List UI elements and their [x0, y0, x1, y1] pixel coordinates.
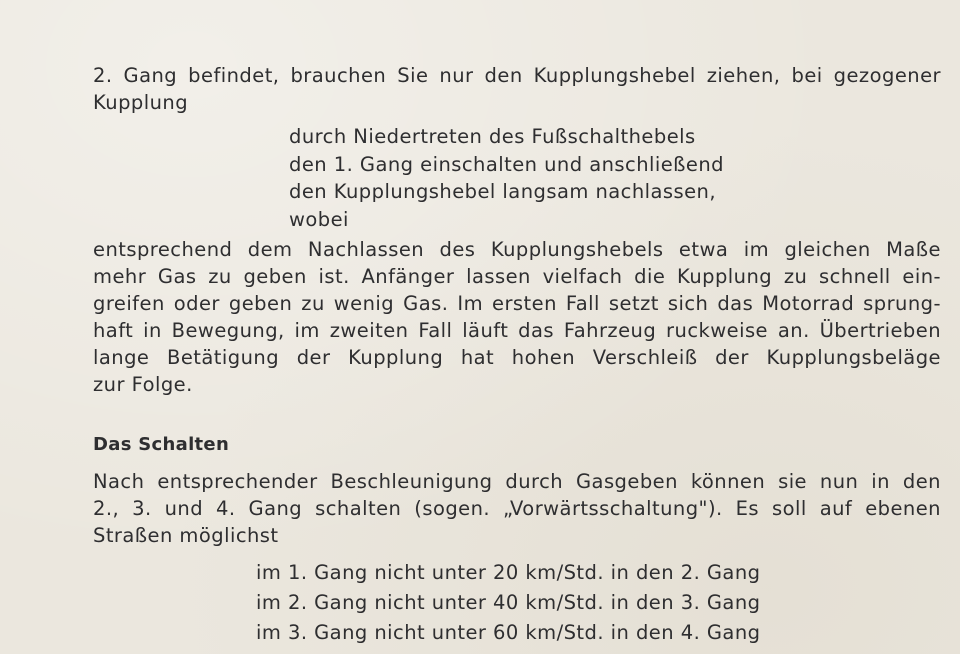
text-line: Straßen möglichst: [93, 524, 279, 547]
text-line: lange Betätigung der Kupplung hat hohen Verschleiß der Kupplungsbeläge: [93, 346, 941, 369]
text-line: greifen oder geben zu wenig Gas. Im ersten Fall setzt sich das Motorrad sprung-: [93, 292, 941, 315]
text-line: Kupplung: [93, 91, 189, 114]
paragraph-shifting: [93, 468, 941, 549]
text-line: durch Niedertreten des Fußschalthebels: [289, 125, 696, 148]
paragraph-clutch-intro: [93, 62, 941, 116]
text-line: haft in Bewegung, im zweiten Fall läuft das Fahrzeug ruckweise an. Übertrieben: [93, 319, 941, 342]
gear-speed-item: im 2. Gang nicht unter 40 km/Std. in den 3. Gang: [256, 591, 761, 614]
text-line: zur Folge.: [93, 373, 193, 396]
text-line: den 1. Gang einschalten und anschließend: [289, 152, 725, 176]
gear-speed-item: im 1. Gang nicht unter 20 km/Std. in den 2. Gang: [256, 561, 761, 584]
paragraph-clutch-release: [93, 236, 941, 398]
text-line: wobei: [289, 207, 349, 231]
text-line: Nach entsprechender Beschleunigung durch Gasgeben können sie nun in den: [93, 470, 941, 493]
text-line: 2., 3. und 4. Gang schalten (sogen. „Vorwärtsschaltung"). Es soll auf ebenen: [93, 497, 941, 520]
section-heading: Das Schalten: [93, 434, 230, 455]
text-line: mehr Gas zu geben ist. Anfänger lassen vielfach die Kupplung zu schnell ein-: [93, 265, 941, 288]
gear-speed-item: im 3. Gang nicht unter 60 km/Std. in den 4. Gang: [256, 621, 761, 644]
text-line: entsprechend dem Nachlassen des Kupplungshebels etwa im gleichen Maße: [93, 238, 941, 261]
text-line: den Kupplungshebel langsam nachlassen,: [289, 180, 717, 203]
text-line: 2. Gang befindet, brauchen Sie nur den Kupplungshebel ziehen, bei gezogener: [93, 64, 941, 87]
gear-speed-list: [256, 558, 760, 648]
indented-steps: [289, 123, 724, 233]
